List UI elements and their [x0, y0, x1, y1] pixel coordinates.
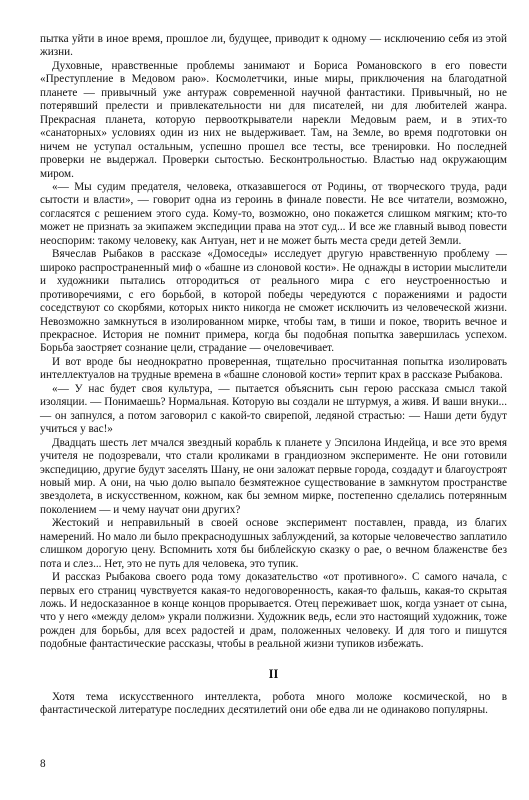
page-number: 8: [40, 758, 46, 770]
paragraph: Хотя тема искусственного интеллекта, робота много моложе космической, но в фантастической литературе последних десятилетий они обе едва ли не одинаково популярны.: [40, 690, 507, 717]
paragraph: «— У нас будет своя культура, — пытается объяснить сын герою рассказа смысл такой изоляции. — Понимаешь? Нормальная. Которую вы создали не штурмуя, а живя. И ваши внуки... — он запнулся, а потом заговорил с какой-то свирепой, ледяной страстью: — Наши дети будут учиться у вас!»: [40, 382, 507, 436]
paragraph: Духовные, нравственные проблемы занимают и Бориса Романовского в его повести «Преступление в Медовом раю». Космолетчики, иные миры, приключения на благодатной планете — привычный уже антураж современной научной фантастики. Привычный, но не потерявший прелести и привлекательности ни для писателей, ни для любителей жанра. Прекрасная планета, которую первооткрыватели нарекли Медовым раем, и в этих-то «санаторных» условиях один из них не выдерживает. Там, на Земле, во время подготовки он ничем не уступал остальным, успешно прошел все тесты, все тренировки. Но последней проверки не выдержал. Проверки сытостью. Бесконтрольностью. Властью над окружающим миром.: [40, 59, 507, 180]
paragraph: «— Мы судим предателя, человека, отказавшегося от Родины, от творческого труда, ради сытости и власти», — говорит одна из героинь в финале повести. Не все читатели, возможно, согласятся с решением этого суда. Кому-то, возможно, оно покажется слишком мягким; кто-то может не признать за экипажем экспедиции права на этот суд... И все же главный вывод повести неоспорим: такому человеку, как Антуан, нет и не может быть места среди детей Земли.: [40, 180, 507, 247]
paragraph: И рассказ Рыбакова своего рода тому доказательство «от противного». С самого начала, с первых его страниц чувствуется какая-то недоговоренность, какая-то фальшь, какая-то скрытая ложь. И недосказанное в конце концов прорывается. Отец переживает шок, когда узнает от сына, что у него «между делом» украли полжизни. Художник ведь, если это настоящий художник, тоже рожден для борьбы, для всех радостей и драм, положенных человеку. И для того и пишутся подобные фантастические рассказы, чтобы в реальной жизни тупиков избежать.: [40, 571, 507, 651]
paragraph: Жестокий и неправильный в своей основе эксперимент поставлен, правда, из благих намерений. Но мало ли было прекраснодушных заблуждений, за которые человечество заплатило слишком дорогую цену. Вспомнить хотя бы библейскую сказку о рае, о вечном блаженстве без пота и слез... Нет, это не путь для человека, это тупик.: [40, 517, 507, 570]
body-text: [40, 33, 507, 718]
paragraph: И вот вроде бы неоднократно проверенная, тщательно просчитанная попытка изолировать интеллектуалов на трудные времена в «башне слоновой кости» терпит крах в рассказе Рыбакова.: [40, 355, 507, 382]
paragraph: Двадцать шесть лет мчался звездный корабль к планете у Эпсилона Индейца, и все это время учителя не подозревали, что стали кроликами в грандиозном эксперименте. Не они готовили экспедицию, другие будут заселять Шану, не они заложат первые города, создадут и благоустроят новый мир. А они, на чью долю выпало безмятежное существование в замкнутом пространстве звездолета, в искусственном, кожном, как бы земном мирке, постепенно сделались потерянным поколением — и чему научат они других?: [40, 436, 507, 516]
paragraph: Вячеслав Рыбаков в рассказе «Домоседы» исследует другую нравственную проблему — широко распространенный миф о «башне из слоновой кости». Не однажды в истории мыслители и художники пытались отгородиться от реального мира с его неустроенностью и противоречиями, с его борьбой, в которой победы чередуются с поражениями и радости соседствуют со скорбями, которых никто никогда не сможет исключить из человеческой жизни. Невозможно замкнуться в изолированном мирке, чтобы там, в тиши и покое, творить вечное и прекрасное. История не помнит примера, когда бы подобная попытка завершилась успехом. Борьба заостряет сознание цели, страдание — очеловечивает.: [40, 248, 507, 355]
section-heading: II: [268, 666, 279, 681]
paragraph: пытка уйти в иное время, прошлое ли, будущее, приводит к одному — исключению себя из этой жизни.: [40, 33, 507, 59]
